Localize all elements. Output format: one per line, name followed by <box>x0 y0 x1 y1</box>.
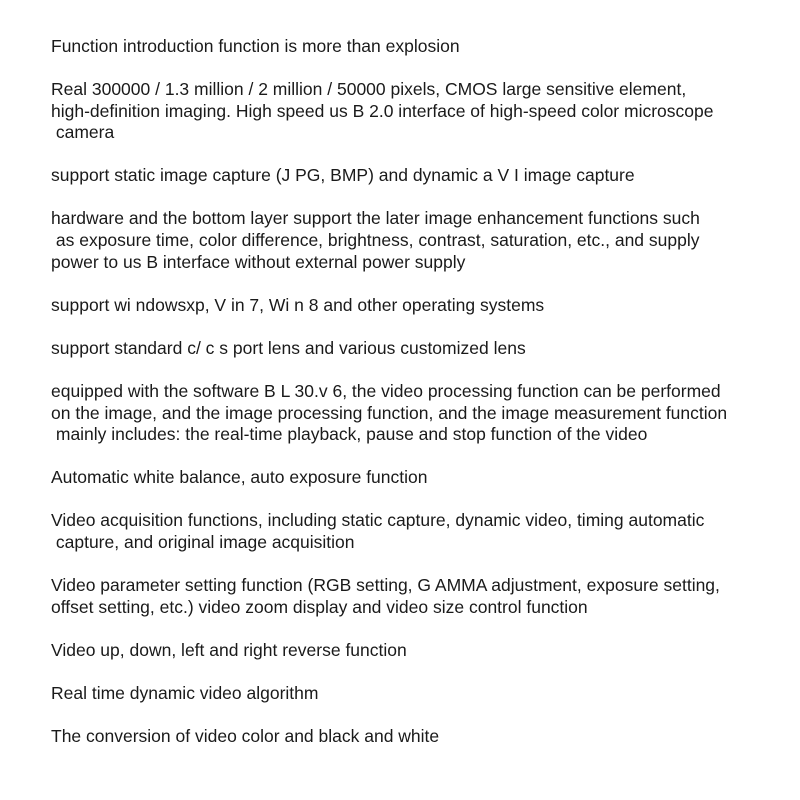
text-line: equipped with the software B L 30.v 6, the video processing function can be performed <box>51 380 721 401</box>
text-line: Video parameter setting function (RGB setting, G AMMA adjustment, exposure setting, <box>51 575 720 595</box>
paragraph-reverse <box>51 640 791 662</box>
paragraph-capture <box>51 165 791 187</box>
text-line: Video acquisition functions, including static capture, dynamic video, timing automatic <box>51 510 705 531</box>
text-line: Automatic white balance, auto exposure function <box>51 467 428 488</box>
text-line: support standard c/ c s port lens and various customized lens <box>51 337 526 358</box>
text-line: mainly includes: the real-time playback, pause and stop function of the video <box>51 424 648 445</box>
text-line: camera <box>51 122 115 143</box>
text-line: support static image capture (J PG, BMP) and dynamic a V I image capture <box>51 165 635 186</box>
paragraph-acquisition <box>51 510 791 553</box>
text-line: Real time dynamic video algorithm <box>51 682 319 703</box>
text-line: high-definition imaging. High speed us B 2.0 interface of high-speed color microscope <box>51 100 714 121</box>
paragraph-algorithm <box>51 683 791 705</box>
text-line: capture, and original image acquisition <box>51 531 355 552</box>
paragraph-white-balance <box>51 467 791 489</box>
text-line: support wi ndowsxp, V in 7, Wi n 8 and other operating systems <box>51 294 545 315</box>
text-line: on the image, and the image processing function, and the image measurement function <box>51 402 728 423</box>
text-line: The conversion of video color and black and white <box>51 725 440 746</box>
text-line: hardware and the bottom layer support the later image enhancement functions such <box>51 208 700 229</box>
text-line: Function introduction function is more than explosion <box>51 36 460 56</box>
text-line: power to us B interface without external power supply <box>51 251 466 272</box>
paragraph-heading <box>51 36 791 58</box>
paragraph-lens <box>51 338 791 360</box>
paragraph-parameters <box>51 575 791 618</box>
text-line: Real 300000 / 1.3 million / 2 million / 50000 pixels, CMOS large sensitive element, <box>51 79 687 100</box>
text-line: Video up, down, left and right reverse function <box>51 639 407 660</box>
paragraph-os <box>51 295 791 317</box>
paragraph-pixels <box>51 79 791 144</box>
text-line: as exposure time, color difference, brightness, contrast, saturation, etc., and supply <box>51 230 700 251</box>
paragraph-software <box>51 381 791 446</box>
feature-document <box>51 36 791 769</box>
text-line: offset setting, etc.) video zoom display and video size control function <box>51 596 588 617</box>
paragraph-hardware <box>51 208 791 273</box>
paragraph-conversion <box>51 726 791 748</box>
